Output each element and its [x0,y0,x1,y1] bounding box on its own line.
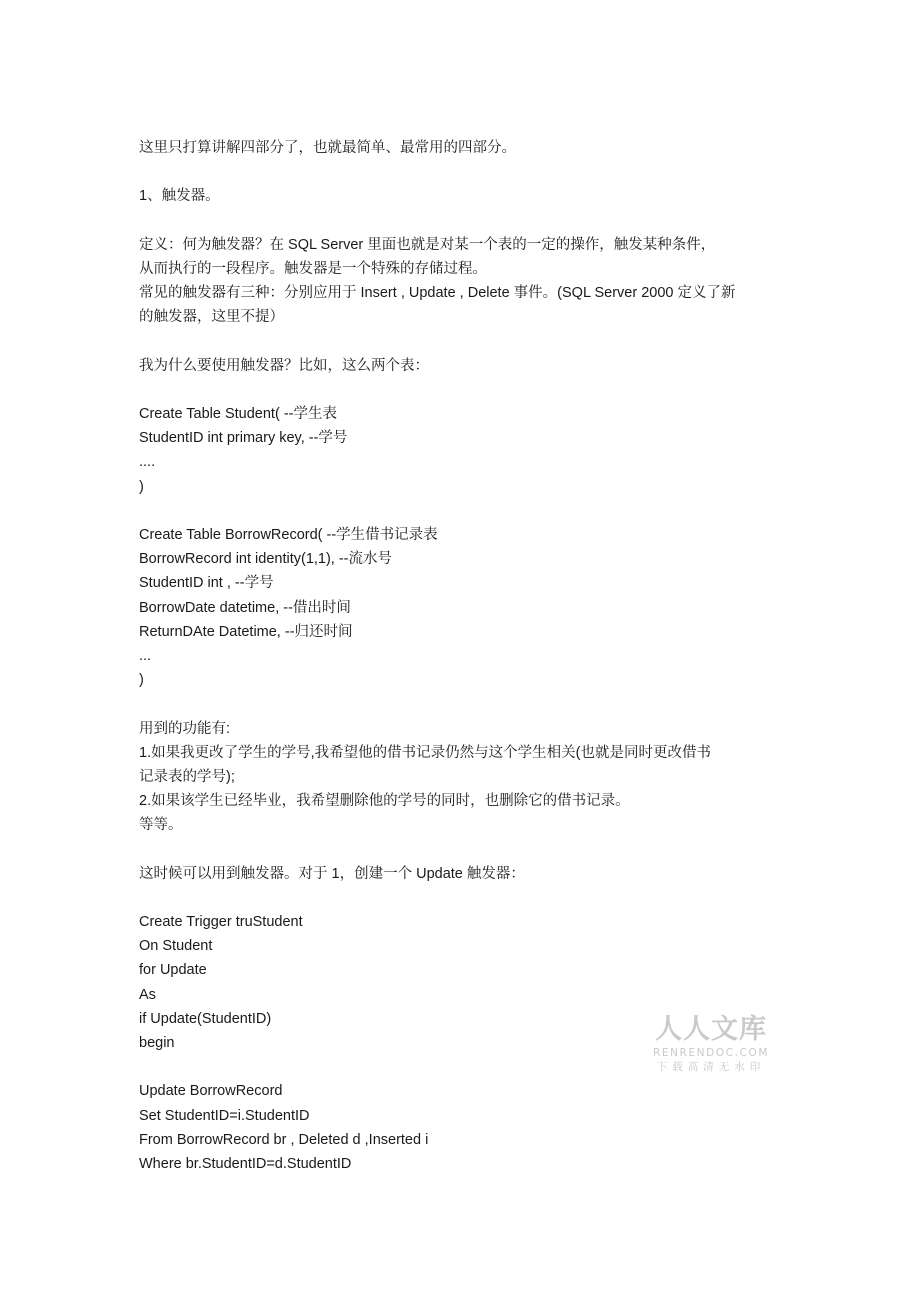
text-line: 这里只打算讲解四部分了，也就最简单、最常用的四部分。 [139,140,516,156]
paragraph [139,184,789,208]
text-line: 记录表的学号); [139,768,235,785]
watermark [641,1014,781,1075]
text-line: From BorrowRecord br , Deleted d ,Inserted i [139,1131,429,1148]
text-line: Where br.StudentID=d.StudentID [139,1155,352,1172]
text-line: BorrowDate datetime, --借出时间 [139,599,351,616]
paragraph-gap [139,837,789,861]
text-line: 的触发器，这里不提） [139,309,284,326]
paragraph [139,1079,789,1176]
text-line: BorrowRecord int identity(1,1), --流水号 [139,551,393,568]
paragraph [139,402,789,499]
paragraph-gap [139,209,789,233]
paragraph-gap [139,160,789,184]
paragraph [139,717,789,838]
text-line: ... [139,647,152,664]
paragraph-gap [139,378,789,402]
text-line: 常见的触发器有三种：分别应用于 Insert , Update , Delete 事件。(SQL Server 2000 定义了新 [139,285,736,302]
text-line: Create Table BorrowRecord( --学生借书记录表 [139,527,438,543]
watermark-title: 人人文库 [655,1014,767,1045]
text-line: ) [139,672,144,689]
paragraph [139,523,789,692]
text-line: 用到的功能有: [139,720,231,737]
text-line: 我为什么要使用触发器？比如，这么两个表： [139,357,429,374]
text-line: 这时候可以用到触发器。对于 1，创建一个 Update 触发器： [139,865,525,882]
text-line: On Student [139,938,213,955]
text-line: if Update(StudentID) [139,1010,272,1027]
text-line: 1、触发器。 [139,188,220,205]
paragraph-gap [139,692,789,716]
text-line: .... [139,454,156,471]
text-line: ) [139,478,144,495]
text-line: 等等。 [139,817,183,834]
text-line: StudentID int primary key, --学号 [139,430,348,447]
text-line: StudentID int , --学号 [139,575,274,592]
paragraph-gap [139,499,789,523]
paragraph-gap [139,330,789,354]
text-line: begin [139,1034,175,1051]
text-line: 2.如果该学生已经毕业，我希望删除他的学号的同时，也删除它的借书记录。 [139,793,630,810]
text-line: 1.如果我更改了学生的学号,我希望他的借书记录仍然与这个学生相关(也就是同时更改借书 [139,744,711,761]
text-line: for Update [139,962,207,979]
text-line: Create Table Student( --学生表 [139,406,337,423]
paragraph [139,136,789,160]
text-line: ReturnDAte Datetime, --归还时间 [139,623,353,640]
watermark-domain: RENRENDOC.COM [652,1047,770,1059]
text-line: Create Trigger truStudent [139,914,303,930]
text-line: 定义：何为触发器？在 SQL Server 里面也就是对某一个表的一定的操作，触发某种条件， [139,236,716,253]
paragraph [139,233,789,330]
text-line: Update BorrowRecord [139,1083,283,1100]
text-line: As [139,986,156,1003]
text-line: Set StudentID=i.StudentID [139,1107,310,1124]
paragraph [139,354,789,378]
paragraph [139,862,789,886]
text-line: 从而执行的一段程序。触发器是一个特殊的存储过程。 [139,260,487,277]
watermark-subtitle: 下载高清无水印 [656,1061,766,1073]
paragraph-gap [139,886,789,910]
